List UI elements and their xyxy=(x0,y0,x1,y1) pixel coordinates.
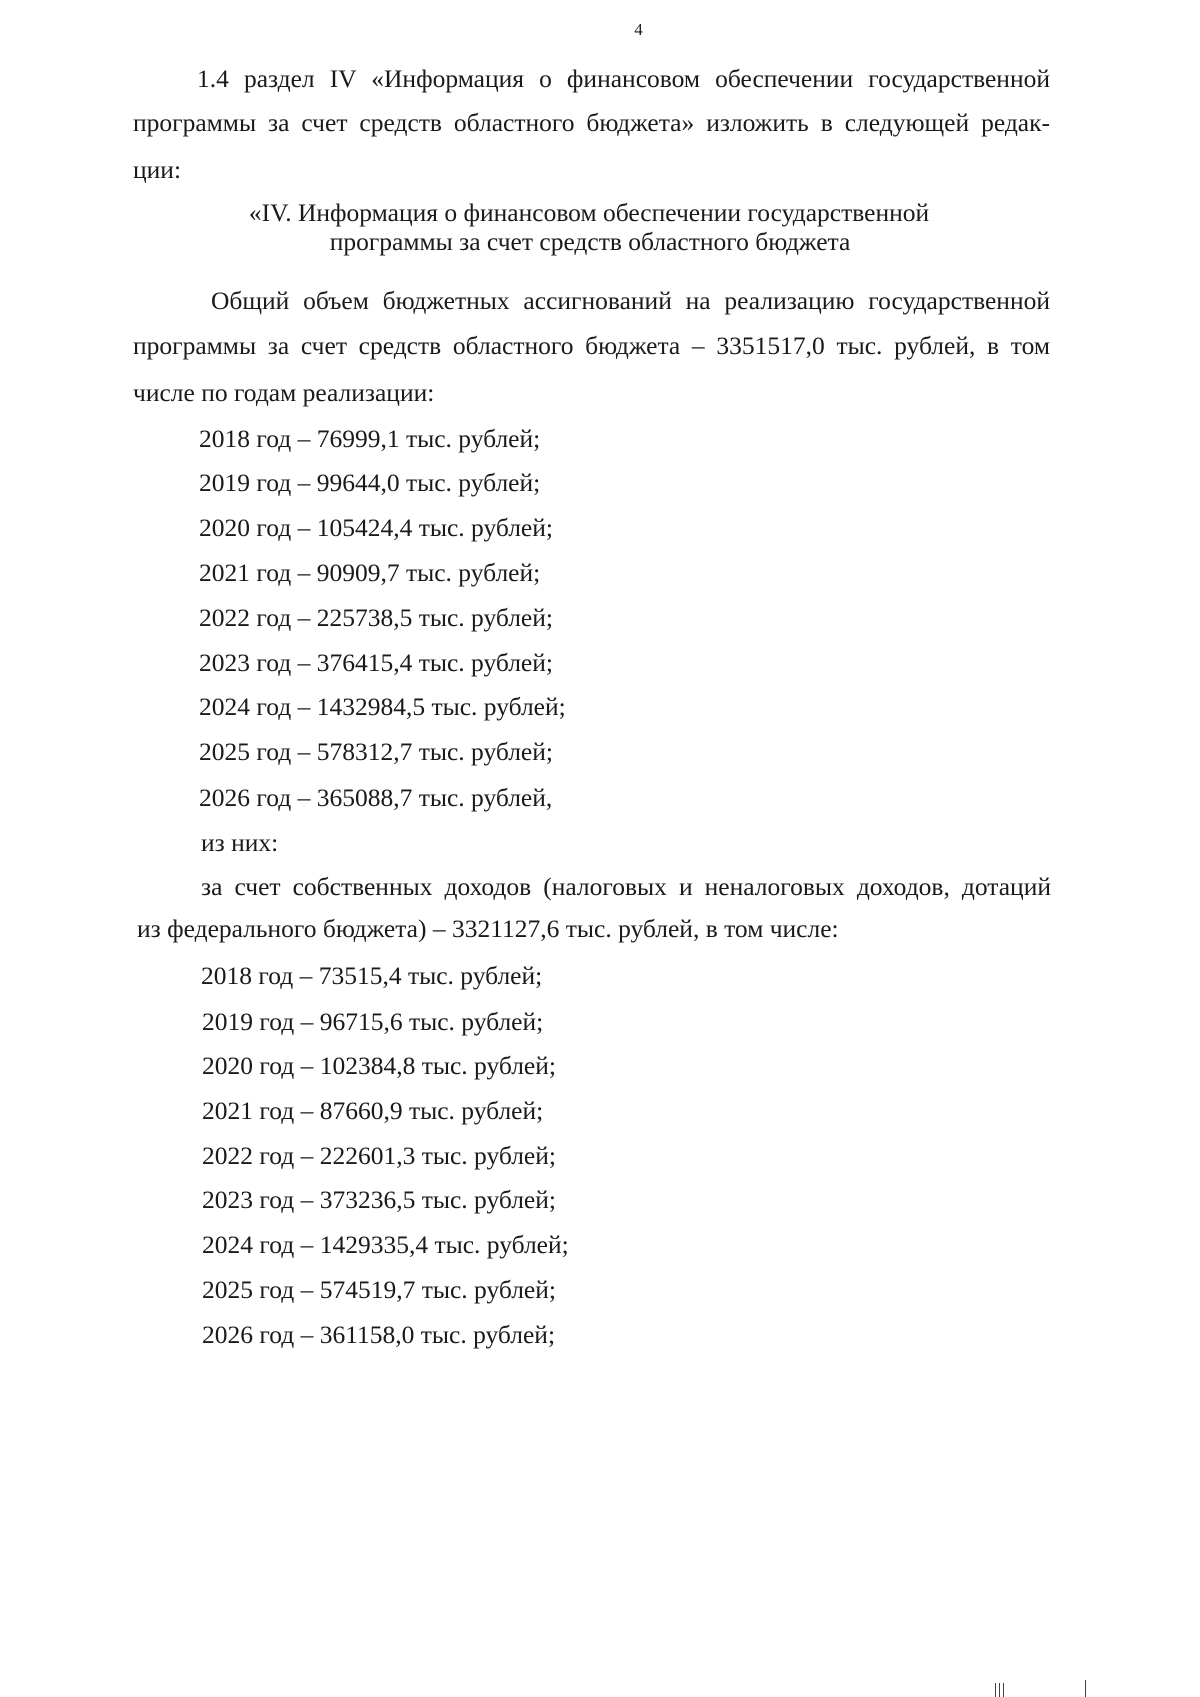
total-year-2019: 2019 год – 99644,0 тыс. рублей; xyxy=(199,468,541,497)
total-year-2024: 2024 год – 1432984,5 тыс. рублей; xyxy=(199,692,566,721)
own-income-year-2018: 2018 год – 73515,4 тыс. рублей; xyxy=(201,961,543,990)
total-year-2026: 2026 год – 365088,7 тыс. рублей, xyxy=(199,783,553,812)
total-year-2018: 2018 год – 76999,1 тыс. рублей; xyxy=(199,424,541,453)
own-income-year-2026: 2026 год – 361158,0 тыс. рублей; xyxy=(202,1320,556,1349)
total-year-2025: 2025 год – 578312,7 тыс. рублей; xyxy=(199,737,553,766)
scan-mark xyxy=(1085,1680,1086,1697)
total-year-2020: 2020 год – 105424,4 тыс. рублей; xyxy=(199,513,553,542)
intro-line-3: ции: xyxy=(133,155,182,184)
own-income-year-2022: 2022 год – 222601,3 тыс. рублей; xyxy=(202,1141,556,1170)
section-heading-line-2: программы за счет средств областного бюджета xyxy=(329,227,851,256)
total-paragraph-line-2: программы за счет средств областного бюджета – 3351517,0 тыс. рублей, в том xyxy=(133,331,1050,360)
section-heading-line-1: «IV. Информация о финансовом обеспечении государственной xyxy=(248,198,930,227)
total-paragraph-line-1: Общий объем бюджетных ассигнований на реализацию государственной xyxy=(211,286,1050,315)
total-paragraph-line-3: числе по годам реализации: xyxy=(133,378,435,407)
total-year-2021: 2021 год – 90909,7 тыс. рублей; xyxy=(199,558,541,587)
own-income-year-2024: 2024 год – 1429335,4 тыс. рублей; xyxy=(202,1230,569,1259)
scan-mark xyxy=(995,1683,996,1697)
intro-line-2: программы за счет средств областного бюджета» изложить в следующей редак- xyxy=(133,108,1050,137)
intro-line-1: 1.4 раздел IV «Информация о финансовом обеспечении государственной xyxy=(197,64,1050,93)
own-income-year-2025: 2025 год – 574519,7 тыс. рублей; xyxy=(202,1275,556,1304)
of-them-label: из них: xyxy=(201,828,279,857)
own-income-year-2021: 2021 год – 87660,9 тыс. рублей; xyxy=(202,1096,544,1125)
own-income-line-2: из федерального бюджета) – 3321127,6 тыс. рублей, в том числе: xyxy=(137,914,839,943)
scan-mark xyxy=(1003,1683,1004,1697)
total-year-2022: 2022 год – 225738,5 тыс. рублей; xyxy=(199,603,553,632)
total-year-2023: 2023 год – 376415,4 тыс. рублей; xyxy=(199,648,553,677)
own-income-line-1: за счет собственных доходов (налоговых и неналоговых доходов, дотаций xyxy=(201,872,1051,901)
own-income-year-2019: 2019 год – 96715,6 тыс. рублей; xyxy=(202,1007,544,1036)
page-number: 4 xyxy=(634,20,643,39)
own-income-year-2020: 2020 год – 102384,8 тыс. рублей; xyxy=(202,1051,556,1080)
scan-mark xyxy=(999,1683,1000,1697)
own-income-year-2023: 2023 год – 373236,5 тыс. рублей; xyxy=(202,1185,556,1214)
